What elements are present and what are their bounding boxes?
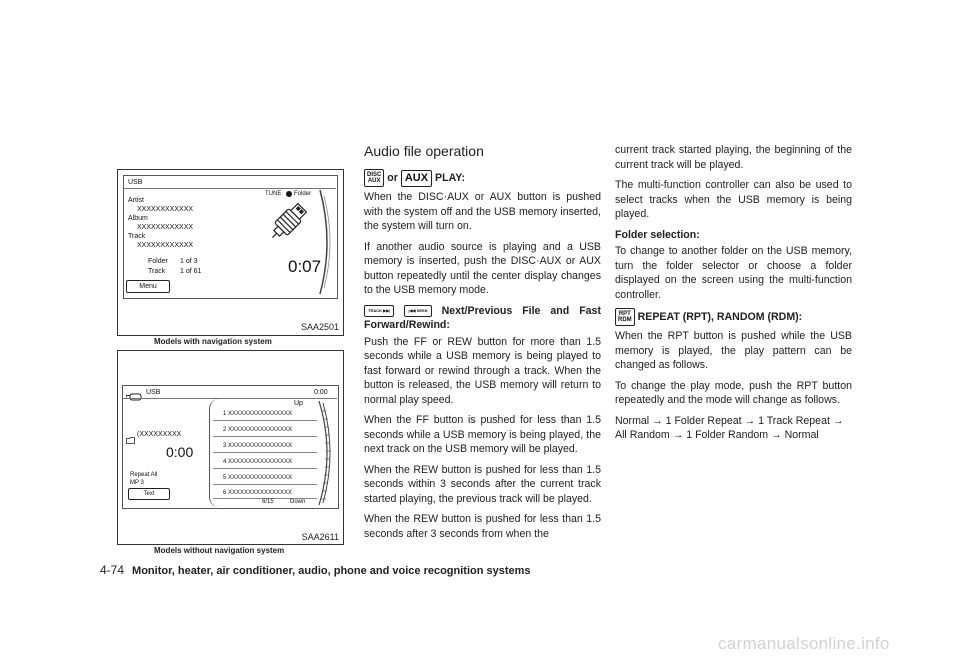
folder-row-label: Folder	[148, 258, 168, 265]
figure-with-navigation	[117, 169, 344, 336]
track-value: XXXXXXXXXXXX	[137, 242, 194, 249]
folder-icon	[126, 431, 135, 438]
key-label: TRACK	[368, 307, 382, 313]
paragraph: When the DISC·AUX or AUX button is pushed with the system off and the USB memory inserted, the system will turn on.	[364, 191, 601, 232]
key-bottom-label: AUX	[367, 178, 381, 184]
source-label: USB	[128, 179, 143, 186]
paragraph: The multi-function controller can also be used to select tracks when the USB memory is being played.	[615, 179, 852, 220]
track-row-label: 1 XXXXXXXXXXXXXXXX	[223, 411, 293, 417]
artist-value: XXXXXXXXXXXX	[137, 206, 194, 213]
track-row[interactable]	[213, 408, 317, 421]
heading-text: Next/Previous File and Fast Forward/Rewind:	[364, 304, 601, 331]
artist-label: Artist	[128, 197, 144, 204]
track-row[interactable]	[213, 472, 317, 485]
figure-code: SAA2611	[301, 532, 339, 542]
paragraph: When the REW button is pushed for less than 1.5 seconds within 3 seconds after the current track started playing, the previous track will be played.	[364, 463, 601, 505]
paragraph: When the RPT button is pushed while the USB memory is played, the play pattern can be changed as follows.	[615, 330, 852, 371]
page-number: 4-74	[100, 563, 125, 577]
figure-code: SAA2501	[300, 322, 339, 332]
mp3-label: MP 3	[130, 480, 144, 486]
album-label: Album	[128, 215, 148, 222]
page-indicator: 6/15	[262, 499, 274, 505]
chapter-title: Monitor, heater, air conditioner, audio, phone and voice recognition systems	[132, 565, 531, 577]
usb-small-icon	[126, 388, 142, 396]
or-text: or	[387, 171, 398, 184]
track-row-label: Track	[148, 268, 166, 275]
track-row[interactable]	[213, 440, 317, 453]
track-row-label: 5 XXXXXXXXXXXXXXXX	[223, 475, 293, 481]
page-footer	[100, 563, 531, 577]
track-label: Track	[128, 233, 146, 240]
play-heading	[364, 169, 601, 187]
scroll-dial[interactable]	[317, 399, 335, 507]
big-time: 0:00	[166, 444, 194, 460]
figure-without-navigation	[117, 350, 344, 545]
track-row[interactable]	[213, 456, 317, 469]
down-label[interactable]: Down	[290, 499, 306, 505]
top-time: 0:00	[314, 389, 328, 396]
repeat-label: Repeat All	[130, 472, 158, 478]
track-row-label: 6 XXXXXXXXXXXXXXXX	[223, 490, 293, 496]
rpt-rdm-key-icon	[615, 308, 635, 326]
folder-name: (XXXXXXXXX	[137, 431, 182, 438]
repeat-random-heading	[615, 308, 852, 326]
key-top-label: RPT	[618, 311, 631, 317]
paragraph: current track started playing, the beginning of the current track will be played.	[615, 144, 852, 171]
figure-caption: Models without navigation system	[154, 546, 285, 555]
track-row[interactable]	[213, 424, 317, 437]
track-next-key-icon: TRACK ▶▶|	[364, 305, 394, 317]
header-divider	[123, 188, 336, 189]
aux-key-icon: AUX	[401, 170, 432, 187]
paragraph: To change to another folder on the USB memory, turn the folder selector or choose a folder displayed on the screen using the multi-function controller.	[615, 245, 852, 301]
menu-button[interactable]: Menu	[126, 280, 170, 293]
text-button[interactable]: Text	[128, 488, 170, 500]
play-label: PLAY:	[435, 171, 466, 184]
usb-plug-icon	[263, 200, 313, 245]
track-row-value: 1 of 61	[180, 268, 202, 275]
folder-label: Folder	[294, 191, 312, 197]
folder-selection-heading: Folder selection:	[615, 228, 700, 241]
key-label: SEEK	[416, 307, 428, 313]
elapsed-time: 0:07	[288, 257, 322, 276]
section-title: Audio file operation	[364, 143, 484, 159]
folder-row-value: 1 of 3	[180, 258, 198, 265]
dial-arc	[318, 188, 334, 296]
paragraph: When the FF button is pushed for less than 1.5 seconds while a USB memory is being played, the next track on the USB memory will be played.	[364, 414, 601, 455]
album-value: XXXXXXXXXXXX	[137, 224, 194, 231]
paragraph: If another audio source is playing and a USB memory is inserted, push the DISC·AUX or AUX button repeatedly until the center display changes to the USB memory mode.	[364, 240, 601, 296]
key-bottom-label: RDM	[618, 317, 632, 323]
tune-label: TUNE	[265, 191, 282, 197]
next-previous-heading	[364, 304, 601, 333]
key-top-label: DISC	[367, 172, 382, 178]
heading-text: REPEAT (RPT), RANDOM (RDM):	[637, 310, 803, 323]
column-middle	[364, 143, 601, 547]
source-label: USB	[146, 389, 161, 396]
track-row-label: 3 XXXXXXXXXXXXXXXX	[223, 443, 293, 449]
up-label[interactable]: Up	[294, 400, 303, 407]
paragraph: When the REW button is pushed for less than 1.5 seconds after 3 seconds from when the	[364, 513, 601, 540]
seek-prev-key-icon: |◀◀ SEEK	[404, 305, 431, 317]
paragraph: Push the FF or REW button for more than 1.5 seconds while a USB memory is being played to fast forward or rewind through a track. When the button is released, the USB memory will return to normal play speed.	[364, 335, 601, 406]
track-row-label: 4 XXXXXXXXXXXXXXXX	[223, 459, 293, 465]
disc-aux-key-icon	[364, 169, 384, 187]
track-row-label: 2 XXXXXXXXXXXXXXXX	[223, 427, 293, 433]
mode-sequence: Normal → 1 Folder Repeat → 1 Track Repeat → All Random → 1 Folder Random → Normal	[615, 414, 844, 441]
tune-knob-icon	[286, 191, 292, 197]
column-right	[615, 143, 852, 449]
figure-caption: Models with navigation system	[154, 337, 272, 346]
paragraph: To change the play mode, push the RPT button repeatedly and the mode will change as follows.	[615, 379, 852, 406]
watermark: carmanualsonline.info	[718, 634, 890, 653]
